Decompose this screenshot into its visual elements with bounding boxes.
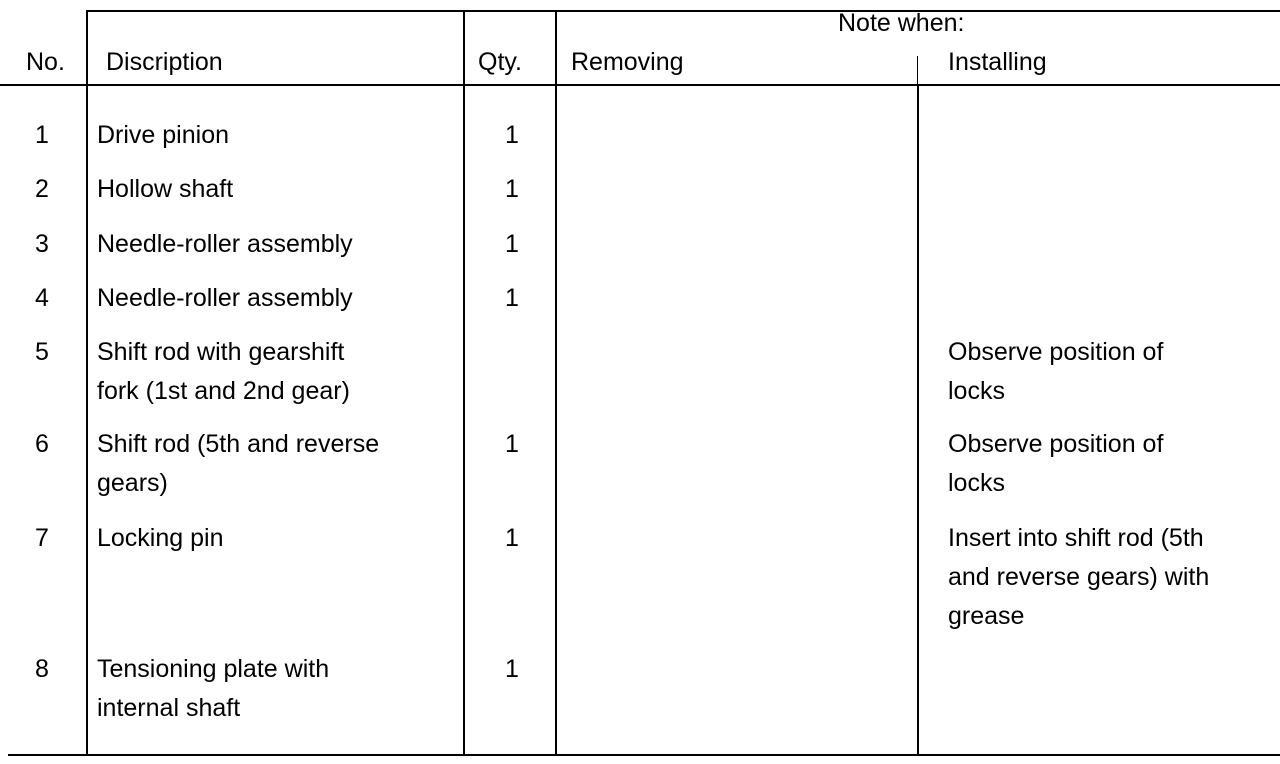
row-qty: 1 bbox=[505, 524, 519, 552]
column-divider-removing-header bbox=[917, 56, 918, 84]
row-description: Needle-roller assembly bbox=[97, 284, 353, 312]
column-divider-description bbox=[463, 10, 465, 756]
header-description: Discription bbox=[106, 48, 223, 76]
row-number: 4 bbox=[35, 284, 49, 312]
header-divider bbox=[0, 84, 1280, 86]
header-qty: Qty. bbox=[478, 48, 522, 76]
column-divider-qty bbox=[555, 10, 557, 756]
column-divider-no bbox=[86, 10, 88, 756]
row-qty: 1 bbox=[505, 230, 519, 258]
row-number: 3 bbox=[35, 230, 49, 258]
row-description: Shift rod (5th and reverse gears) bbox=[97, 430, 380, 497]
row-qty: 1 bbox=[505, 284, 519, 312]
row-number: 8 bbox=[35, 655, 49, 683]
bottom-border bbox=[8, 754, 1280, 756]
row-number: 6 bbox=[35, 430, 49, 458]
header-removing: Removing bbox=[571, 48, 684, 76]
row-number: 5 bbox=[35, 338, 49, 366]
row-qty: 1 bbox=[505, 175, 519, 203]
header-note-when: Note when: bbox=[838, 9, 965, 37]
column-divider-removing bbox=[917, 86, 919, 756]
header-installing: Installing bbox=[948, 48, 1047, 76]
row-installing: Observe position of locks bbox=[948, 430, 1164, 497]
row-description: Hollow shaft bbox=[97, 175, 234, 203]
row-description: Locking pin bbox=[97, 524, 224, 552]
row-installing: Observe position of locks bbox=[948, 338, 1164, 405]
row-qty: 1 bbox=[505, 430, 519, 458]
row-description: Needle-roller assembly bbox=[97, 230, 353, 258]
row-description: Shift rod with gearshift fork (1st and 2nd gear) bbox=[97, 338, 350, 405]
row-installing: Insert into shift rod (5th and reverse gears) with grease bbox=[948, 524, 1210, 630]
row-qty: 1 bbox=[505, 121, 519, 149]
row-number: 1 bbox=[35, 121, 49, 149]
row-qty: 1 bbox=[505, 655, 519, 683]
top-border bbox=[88, 10, 1280, 12]
row-description: Tensioning plate with internal shaft bbox=[97, 655, 330, 722]
row-number: 2 bbox=[35, 175, 49, 203]
row-number: 7 bbox=[35, 524, 49, 552]
header-no: No. bbox=[26, 48, 65, 76]
row-description: Drive pinion bbox=[97, 121, 230, 149]
